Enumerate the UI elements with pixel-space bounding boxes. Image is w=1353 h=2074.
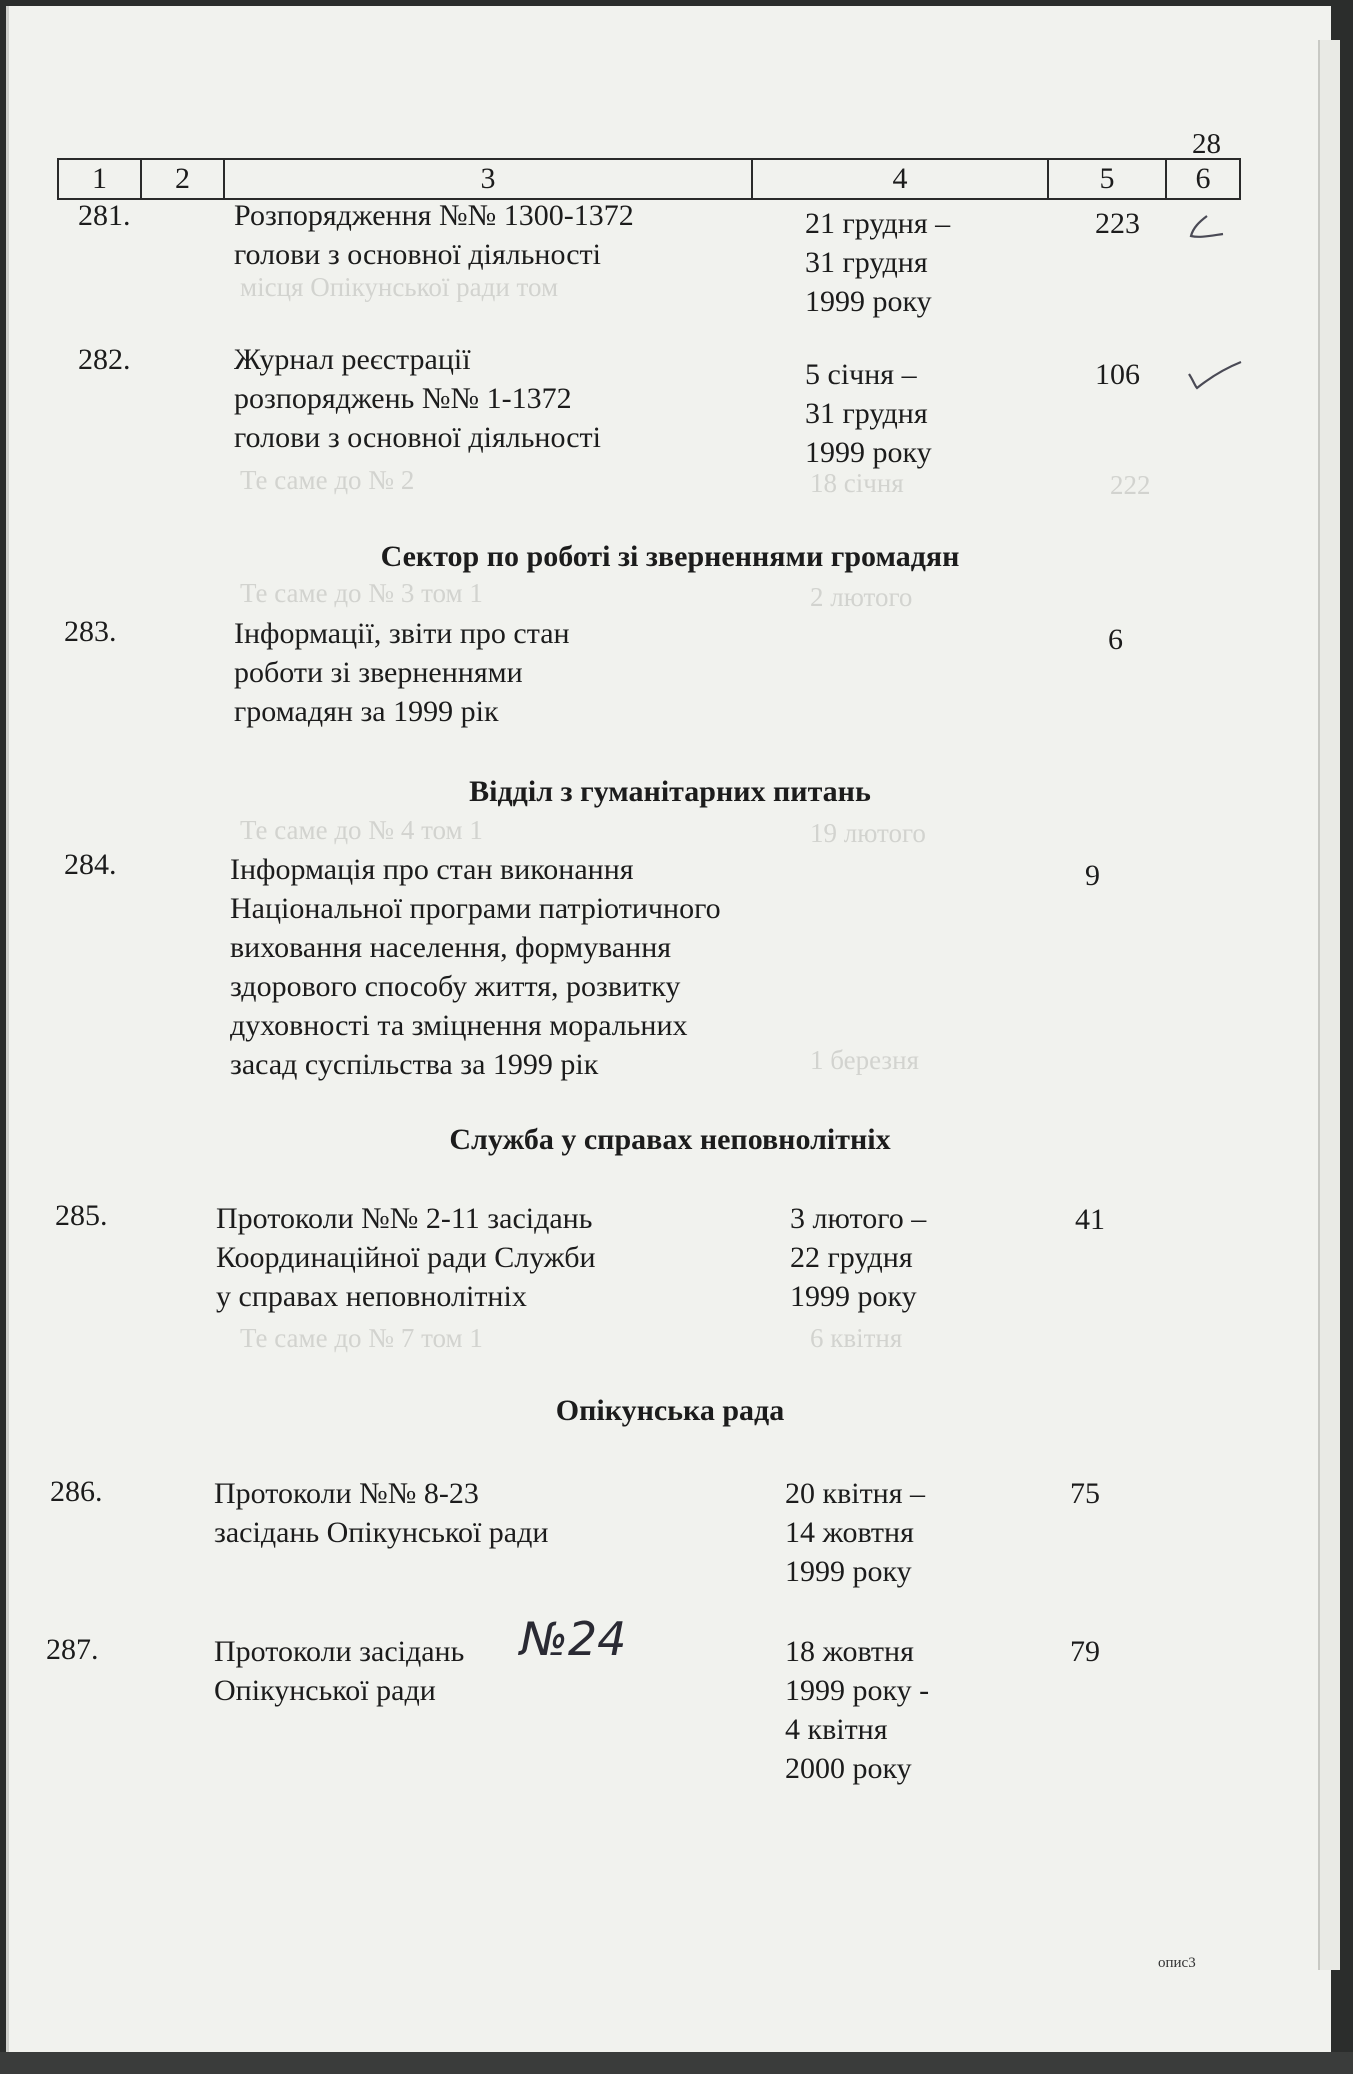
- section-heading: Сектор по роботі зі зверненнями громадян: [380, 540, 960, 573]
- column-header: 2: [141, 159, 224, 199]
- bleed-through-text: Те саме до № 7 том 1: [240, 1323, 483, 1353]
- entry-sheet-count: 41: [1075, 1203, 1105, 1236]
- entry-title: Інформація про стан виконання Національної програми патріотичного виховання населення, формування здорового способу життя, розвитку духовності та зміцнення моральних засад суспільства за 1999 рік: [230, 853, 721, 1081]
- entry-title: Протоколи засідань Опікунської ради: [214, 1635, 465, 1707]
- check-mark-icon: [1185, 212, 1233, 248]
- entry-title: Протоколи №№ 2-11 засідань Координаційної ради Служби у справах неповнолітніх: [216, 1202, 596, 1313]
- entry-number: 284.: [64, 848, 117, 881]
- entry-number: 285.: [55, 1199, 108, 1232]
- scan-border: [0, 2052, 1353, 2074]
- bleed-through-text: 19 лютого: [810, 818, 926, 848]
- entry-sheet-count: 75: [1070, 1477, 1100, 1510]
- column-header: 3: [224, 159, 752, 199]
- bleed-through-text: 6 квітня: [810, 1323, 903, 1353]
- page-number: 28: [1192, 128, 1221, 160]
- column-header: 5: [1048, 159, 1166, 199]
- bleed-through-text: Те саме до № 2: [240, 465, 415, 495]
- section-heading: Опікунська рада: [555, 1394, 785, 1427]
- column-header-row: [57, 158, 1241, 200]
- bleed-through-text: місця Опікунської ради том: [240, 272, 559, 302]
- entry-sheet-count: 223: [1095, 207, 1140, 240]
- entry-title: Журнал реєстрації розпоряджень №№ 1-1372 голови з основної діяльності: [234, 343, 601, 454]
- handwritten-number-note: №24: [520, 1612, 627, 1666]
- bleed-through-text: 222: [1110, 470, 1151, 500]
- section-heading: Служба у справах неповнолітніх: [449, 1123, 891, 1156]
- entry-sheet-count: 6: [1108, 623, 1123, 656]
- inventory-stamp: опис3: [1158, 1955, 1196, 1971]
- bleed-through-text: 1 березня: [810, 1045, 919, 1075]
- entry-number: 281.: [78, 199, 131, 232]
- entry-dates: 18 жовтня 1999 року - 4 квітня 2000 року: [785, 1635, 930, 1785]
- entry-sheet-count: 106: [1095, 358, 1140, 391]
- entry-dates: 21 грудня – 31 грудня 1999 року: [805, 207, 951, 318]
- entry-title: Розпорядження №№ 1300-1372 голови з основної діяльності: [234, 199, 634, 271]
- bleed-through-text: 2 лютого: [810, 582, 913, 612]
- entry-number: 286.: [50, 1475, 103, 1508]
- entry-title: Протоколи №№ 8-23 засідань Опікунської ради: [214, 1477, 549, 1549]
- entry-number: 283.: [64, 615, 117, 648]
- bleed-through-text: Те саме до № 3 том 1: [240, 578, 483, 608]
- column-header: 1: [58, 159, 141, 199]
- entry-sheet-count: 79: [1070, 1635, 1100, 1668]
- bleed-through-text: 18 січня: [810, 468, 904, 498]
- entry-title: Інформації, звіти про стан роботи зі зверненнями громадян за 1999 рік: [234, 617, 570, 728]
- check-mark-icon: [1185, 360, 1245, 394]
- entry-number: 287.: [46, 1633, 99, 1666]
- section-heading: Відділ з гуманітарних питань: [469, 775, 871, 808]
- entry-number: 282.: [78, 343, 131, 376]
- entry-sheet-count: 9: [1085, 859, 1100, 892]
- column-header: 6: [1166, 159, 1240, 199]
- entry-dates: 3 лютого – 22 грудня 1999 року: [790, 1202, 927, 1313]
- entry-dates: 20 квітня – 14 жовтня 1999 року: [785, 1477, 926, 1588]
- column-header: 4: [752, 159, 1048, 199]
- entry-dates: 5 січня – 31 грудня 1999 року: [805, 358, 932, 469]
- bleed-through-text: Те саме до № 4 том 1: [240, 815, 483, 845]
- page-edge: [1318, 40, 1340, 1970]
